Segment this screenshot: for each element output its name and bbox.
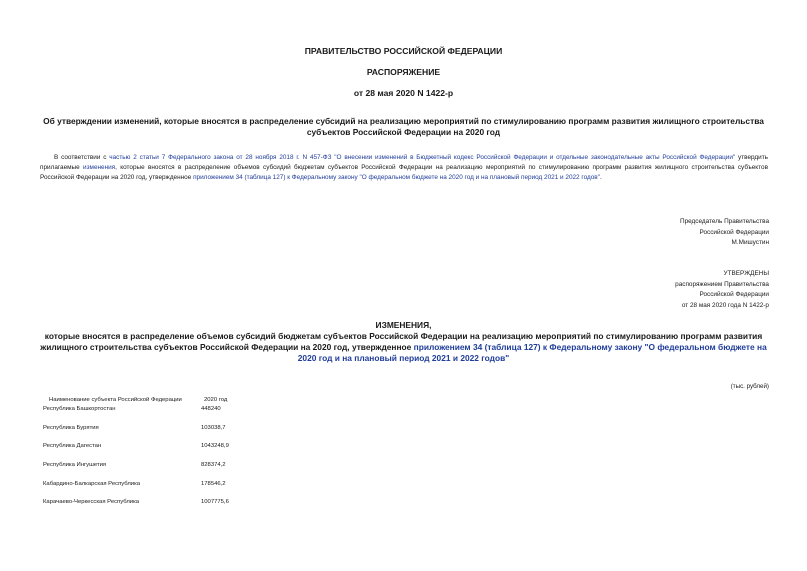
subsidy-table: [40, 396, 300, 518]
region-value: 828374,2: [201, 462, 226, 469]
table-row: [40, 425, 300, 444]
table-header: [40, 396, 300, 406]
signature-country: Российской Федерации: [699, 228, 769, 236]
region-value: 178546,2: [201, 480, 226, 487]
approved-country: Российской Федерации: [699, 291, 769, 298]
column-header-year: 2020 год: [204, 397, 228, 403]
approved-date: от 28 мая 2020 года N 1422-р: [681, 301, 769, 309]
changes-heading-block: [40, 320, 767, 364]
approved-block: [675, 269, 769, 311]
column-header-region: Наименование субъекта Российской Федерации: [49, 397, 182, 403]
document-title: Об утверждении изменений, которые вносятся в распределение субсидий на реализацию мероприятий по стимулированию программ развития жилищного строительства субъектов Российской Федерации на 2020 год: [43, 116, 764, 137]
table-row: [40, 462, 300, 481]
body-text-1: В соответствии с: [54, 154, 110, 161]
changes-heading: ИЗМЕНЕНИЯ,: [375, 320, 432, 330]
body-paragraph: [40, 153, 768, 184]
table-row: [40, 443, 300, 462]
region-value: 1043248,9: [201, 443, 229, 450]
body-text-4: .: [599, 174, 602, 182]
region-name: Республика Башкортостан: [43, 406, 116, 412]
region-value: 448240: [201, 406, 221, 412]
region-name: Республика Дагестан: [43, 443, 102, 450]
region-name: Кабардино-Балкарская Республика: [43, 480, 141, 487]
table-row: [40, 406, 300, 425]
appendix-34-link[interactable]: приложением 34 (таблица 127) к Федеральному закону "О федеральном бюджете на 2020 год и на плановый период 2021 и 2022 годов": [193, 174, 600, 182]
government-heading: ПРАВИТЕЛЬСТВО РОССИЙСКОЙ ФЕДЕРАЦИИ: [304, 46, 503, 56]
unit-label: (тыс. рублей): [730, 383, 769, 390]
signature-name: М.Мишустин: [731, 239, 769, 246]
region-name: Карачаево-Черкесская Республика: [43, 499, 140, 506]
table-row: [40, 481, 300, 500]
document-type: РАСПОРЯЖЕНИЕ: [366, 67, 441, 77]
changes-description: [40, 331, 767, 364]
region-name: Республика Ингушетия: [43, 462, 107, 469]
signature-position: Председатель Правительства: [680, 218, 769, 225]
body-text-3: , которые вносятся в распределение объемов субсидий бюджетам субъектов Российской Федерации на реализацию мероприятий по стимулированию программ развития жилищного строительства субъектов Российской Федерации на 2020 год, утвержденное: [40, 164, 768, 182]
changes-appendix-link[interactable]: приложением 34 (таблица 127) к Федеральному закону "О федеральном бюджете на 2020 год и на плановый период 2021 и 2022 годов": [297, 342, 767, 363]
approved-order: распоряжением Правительства: [675, 280, 769, 288]
signature-block: [680, 217, 769, 249]
table-row: [40, 499, 300, 518]
region-value: 103038,7: [201, 424, 226, 431]
law-link-457fz[interactable]: частью 2 статьи 7 Федерального закона от 28 ноября 2018 г. N 457-ФЗ "О внесении изменений в Бюджетный кодекс Российской Федерации и отдельные законодательные акты Российской Федерации": [109, 154, 736, 161]
region-value: 1007775,6: [201, 499, 229, 506]
body-text-2: утвердить прилагаемые: [40, 154, 768, 172]
changes-link[interactable]: изменения: [83, 164, 116, 172]
document-date-number: от 28 мая 2020 N 1422-р: [353, 88, 454, 98]
region-name: Республика Бурятия: [43, 424, 99, 431]
approved-label: УТВЕРЖДЕНЫ: [723, 270, 769, 277]
changes-text: которые вносятся в распределение объемов субсидий бюджетам субъектов Российской Федерации на реализацию мероприятий по стимулированию программ развития жилищного строительства субъектов Российской Федерации на 2020 год, утвержденное: [40, 331, 763, 352]
